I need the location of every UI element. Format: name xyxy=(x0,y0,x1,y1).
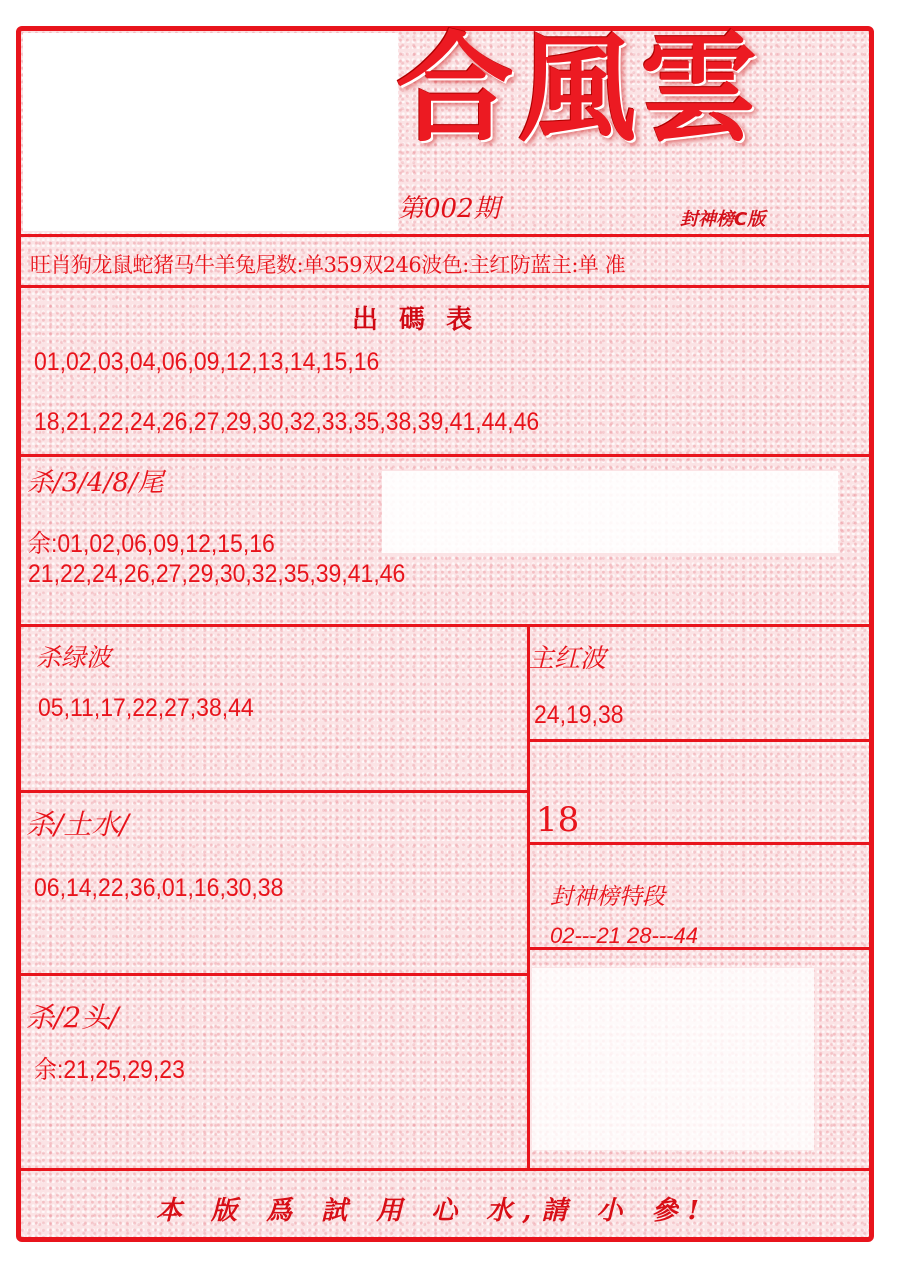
main-red-numbers: 24,19,38 xyxy=(534,701,624,729)
kill-earth-water-label: 杀/土水/ xyxy=(26,808,129,841)
divider-footer xyxy=(21,1168,869,1171)
divider-left-2 xyxy=(21,973,530,976)
chuma-heading: 出 碼 表 xyxy=(352,305,479,335)
divider-kill-tail xyxy=(21,624,869,627)
divider-header xyxy=(21,234,869,237)
kill-tail-row-2: 21,22,24,26,27,29,30,32,35,39,41,46 xyxy=(28,560,406,588)
chuma-row-1: 01,02,03,04,06,09,12,13,14,15,16 xyxy=(34,348,380,376)
kill-tail-label: 杀/3/4/8/尾 xyxy=(27,468,164,498)
footer-notice: 本 版 爲 試 用 心 水,請 小 參! xyxy=(156,1196,709,1226)
masked-area-tail xyxy=(382,471,838,553)
kill-tail-row-1: 余:01,02,06,09,12,15,16 xyxy=(28,530,275,558)
fengshen-segment-label: 封神榜特段 xyxy=(550,884,665,910)
chuma-row-2: 18,21,22,24,26,27,29,30,32,33,35,38,39,41,44,46 xyxy=(34,408,540,436)
kill-head-remain: 余:21,25,29,23 xyxy=(34,1056,185,1084)
info-line: 旺肖狗龙鼠蛇猪马牛羊兔尾数:单359双246波色:主红防蓝主:单 准 xyxy=(30,253,626,277)
divider-right-1 xyxy=(530,739,869,742)
main-red-label: 主红波 xyxy=(528,644,607,674)
divider-vertical xyxy=(527,624,530,1170)
divider-right-2 xyxy=(530,842,869,845)
kill-green-numbers: 05,11,17,22,27,38,44 xyxy=(38,694,254,722)
kill-head-label: 杀/2头/ xyxy=(26,1001,119,1034)
issue-number: 第002期 xyxy=(398,194,500,224)
masked-area-bottom-right xyxy=(532,968,814,1150)
special-number: 18 xyxy=(536,800,580,840)
masked-logo-area xyxy=(23,33,398,231)
kill-earth-water-numbers: 06,14,22,36,01,16,30,38 xyxy=(34,874,284,902)
kill-green-label: 杀绿波 xyxy=(36,643,112,672)
divider-chuma xyxy=(21,454,869,457)
edition-label: 封神榜C版 xyxy=(680,209,766,230)
divider-info xyxy=(21,285,869,288)
fengshen-segment-range: 02---21 28---44 xyxy=(550,923,698,948)
divider-left-1 xyxy=(21,790,530,793)
masthead-title: 合風雲 xyxy=(396,19,763,158)
